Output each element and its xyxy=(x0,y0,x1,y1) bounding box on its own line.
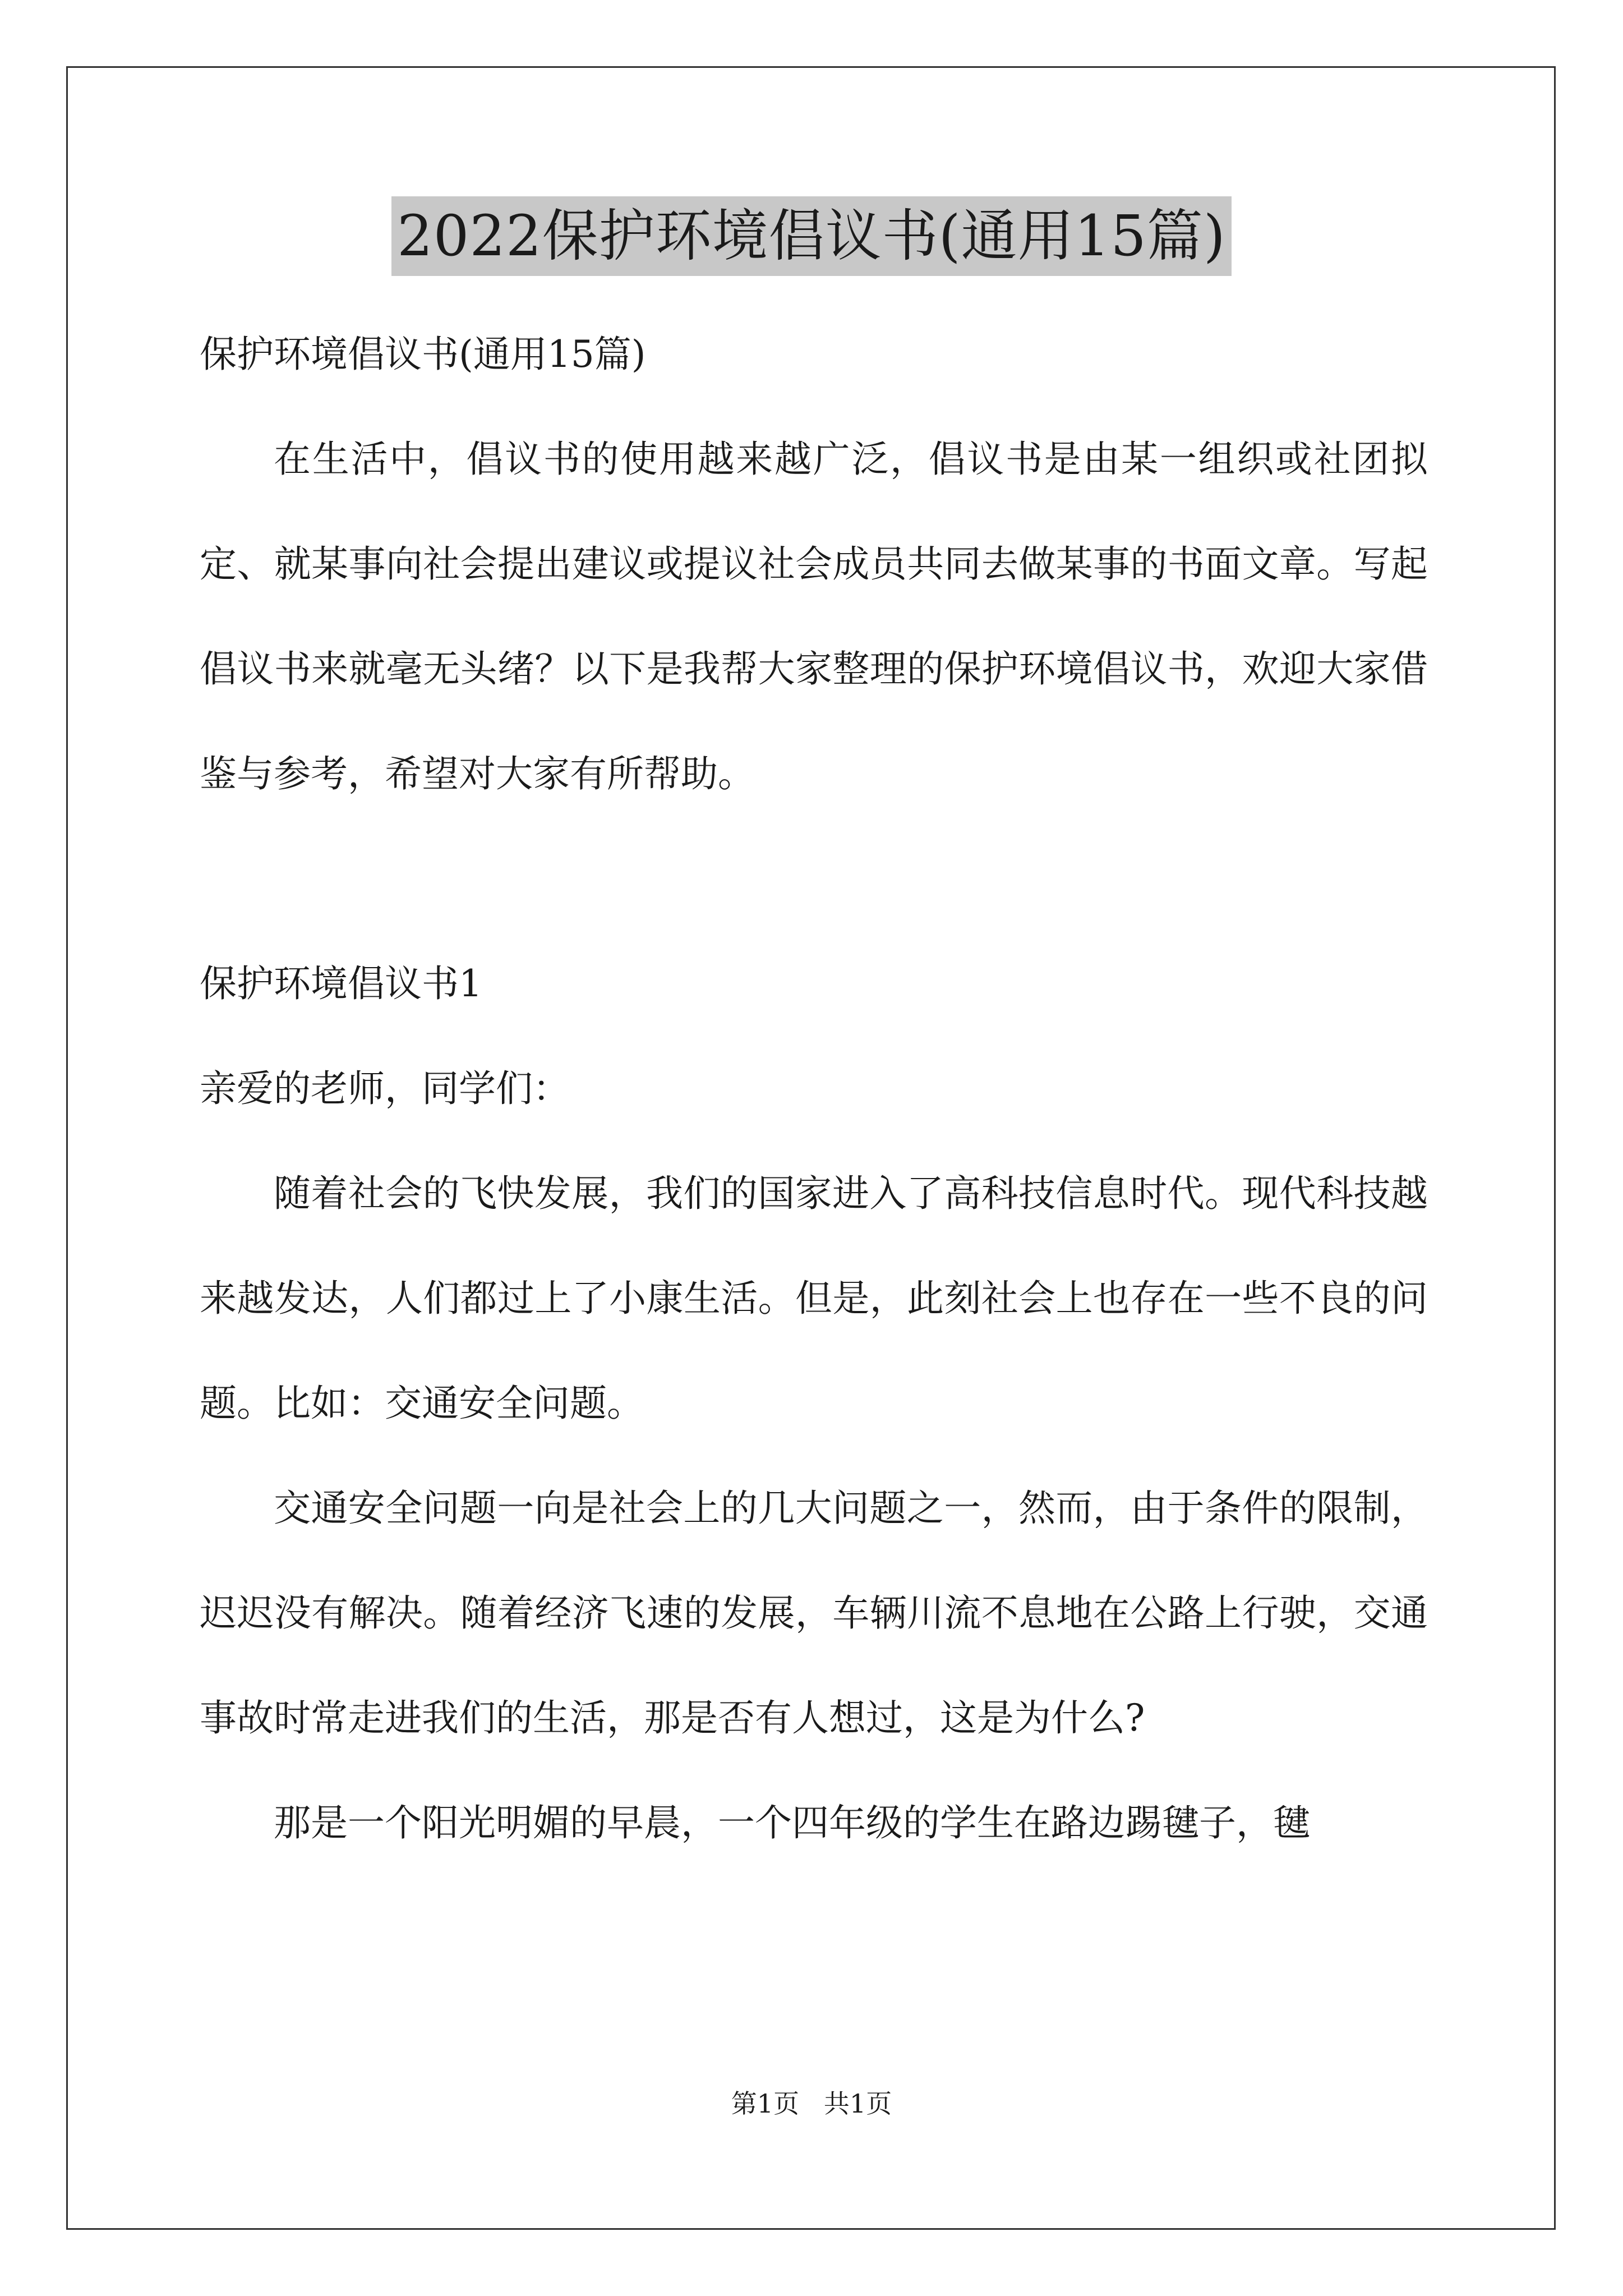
body-paragraph-1: 随着社会的飞快发展，我们的国家进入了高科技信息时代。现代科技越来越发达，人们都过上了小康生活。但是，此刻社会上也存在一些不良的问题。比如：交通安全问题。 xyxy=(200,1172,1428,1425)
page-footer: 第1页 共1页 xyxy=(731,2088,892,2119)
document-subtitle: 保护环境倡议书(通用15篇) xyxy=(200,333,646,376)
intro-paragraph: 在生活中，倡议书的使用越来越广泛，倡议书是由某一组织或社团拟定、就某事向社会提出建议或提议社会成员共同去做某事的书面文章。写起倡议书来就毫无头绪？以下是我帮大家整理的保护环境倡议书，欢迎大家借鉴与参考，希望对大家有所帮助。 xyxy=(200,438,1428,795)
document-title: 2022保护环境倡议书(通用15篇) xyxy=(391,196,1232,276)
salutation: 亲爱的老师，同学们： xyxy=(200,1067,570,1110)
paragraph-gap xyxy=(200,826,1428,931)
section-heading: 保护环境倡议书1 xyxy=(200,962,482,1005)
document-body xyxy=(200,302,1428,1875)
body-paragraph-3: 那是一个阳光明媚的早晨，一个四年级的学生在路边踢毽子，毽 xyxy=(274,1801,1310,1844)
body-paragraph-2: 交通安全问题一向是社会上的几大问题之一，然而，由于条件的限制，迟迟没有解决。随着经济飞速的发展，车辆川流不息地在公路上行驶，交通事故时常走进我们的生活，那是否有人想过，这是为什么? xyxy=(200,1487,1428,1740)
title-area xyxy=(0,196,1623,276)
